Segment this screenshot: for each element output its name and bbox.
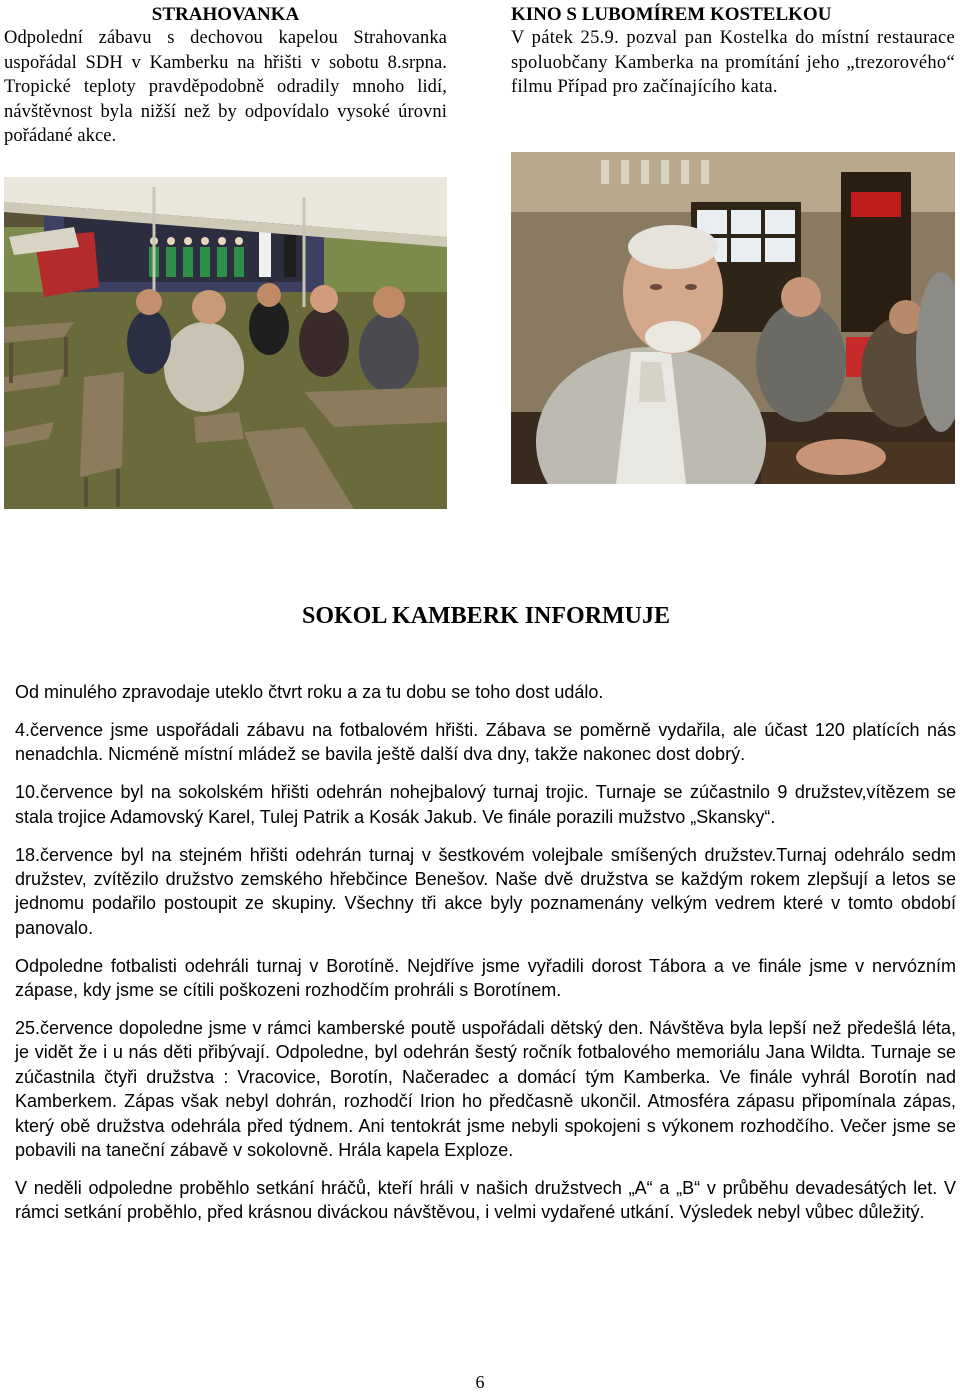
section-title: SOKOL KAMBERK INFORMUJE [301, 603, 671, 629]
sokol-article [15, 680, 956, 1238]
paragraph-borotin: Odpoledne fotbalisti odehráli turnaj v Borotíně. Nejdříve jsme vyřadili dorost Tábora a ve finále jsme v nervózním zápase, kdy jsme se cítili poškozeni rozhodčím prohráli s Borotínem. [15, 955, 956, 1001]
kino-heading: KINO S LUBOMÍREM KOSTELKOU [511, 4, 832, 25]
kino-article [511, 4, 955, 100]
festival-scene-illustration [4, 177, 447, 509]
paragraph-zabava: 4.července jsme uspořádali zábavu na fotbalovém hřišti. Zábava se poměrně vydařila, ale účast 120 platících nás nenadchla. Nicméně místní mládež se bavila ještě další dva dny, takže nakonec dost dobrý. [15, 719, 956, 765]
paragraph-intro: Od minulého zpravodaje uteklo čtvrt roku a za tu dobu se toho dost událo. [15, 682, 604, 702]
paragraph-setkani: V neděli odpoledne proběhlo setkání hráčů, kteří hráli v našich družstvech „A“ a „B“ v průběhu devadesátých let. V rámci setkání proběhlo, před krásnou diváckou návštěvou, i velmi vydařené utkání. Výsledek nebyl vůbec důležitý. [15, 1177, 956, 1223]
photo-lubomir-kostelka [511, 152, 955, 484]
kino-text: V pátek 25.9. pozval pan Kostelka do místní restaurace spoluobčany Kamberka na promítání jeho „trezorového“ filmu Případ pro začínajícího kata. [511, 28, 955, 97]
restaurant-scene-illustration [511, 152, 955, 484]
paragraph-nohejbal: 10.července byl na sokolském hřišti odehrán nohejbalový turnaj trojic. Turnaje se zúčastnilo 9 družstev,vítězem se stala trojice Adamovský Karel, Tulej Patrik a Kosák Jakub. Ve finále porazili mužstvo „Skansky“. [15, 782, 956, 827]
strahovanka-heading: STRAHOVANKA [151, 4, 300, 25]
strahovanka-text: Odpolední zábavu s dechovou kapelou Strahovanka uspořádal SDH v Kamberku na hřišti v sobotu 8.srpna. Tropické teploty pravděpodobně odradily mnoho lidí, návštěvnost byla nižší než by odpovídalo vysoké úrovni pořádané akce. [4, 28, 447, 146]
page-number: 6 [475, 1372, 485, 1392]
paragraph-volejbal: 18.července byl na stejném hřišti odehrán turnaj v šestkovém volejbale smíšených družstev.Turnaj odehrálo sedm družstev, zvítězilo družstvo zemského hřebčince Benešov. Naše dvě družstva se každým rokem zlepšují a letos se jednomu podařilo postoupit ze skupiny. Všechny tři akce byly poznamenány velkým vedrem které v tomto období panovalo. [15, 844, 956, 938]
strahovanka-article [4, 4, 447, 149]
photo-festival-tent [4, 177, 447, 509]
paragraph-memorial: 25.července dopoledne jsme v rámci kamberské poutě uspořádali dětský den. Návštěva byla lepší než předešlá léta, je vidět že i u nás děti přibývají. Odpoledne, byl odehrán šestý ročník fotbalového memoriálu Jana Wildta. Turnaje se zúčastnila čtyři družstva : Vracovice, Borotín, Načeradec a domácí tým Kamberka. Ve finále vyhrál Borotín nad Kamberkem. Zápas však nebyl dohrán, rozhodčí Irion ho předčasně ukončil. Atmosféra zápasu připomínala zápas, který obě družstva odehrála před týdnem. Ani tentokrát jsme nebyli spokojeni s výkonem rozhodčího. Večer jsme se pobavili na taneční zábavě v sokolovně. Hrála kapela Exploze. [15, 1017, 956, 1160]
